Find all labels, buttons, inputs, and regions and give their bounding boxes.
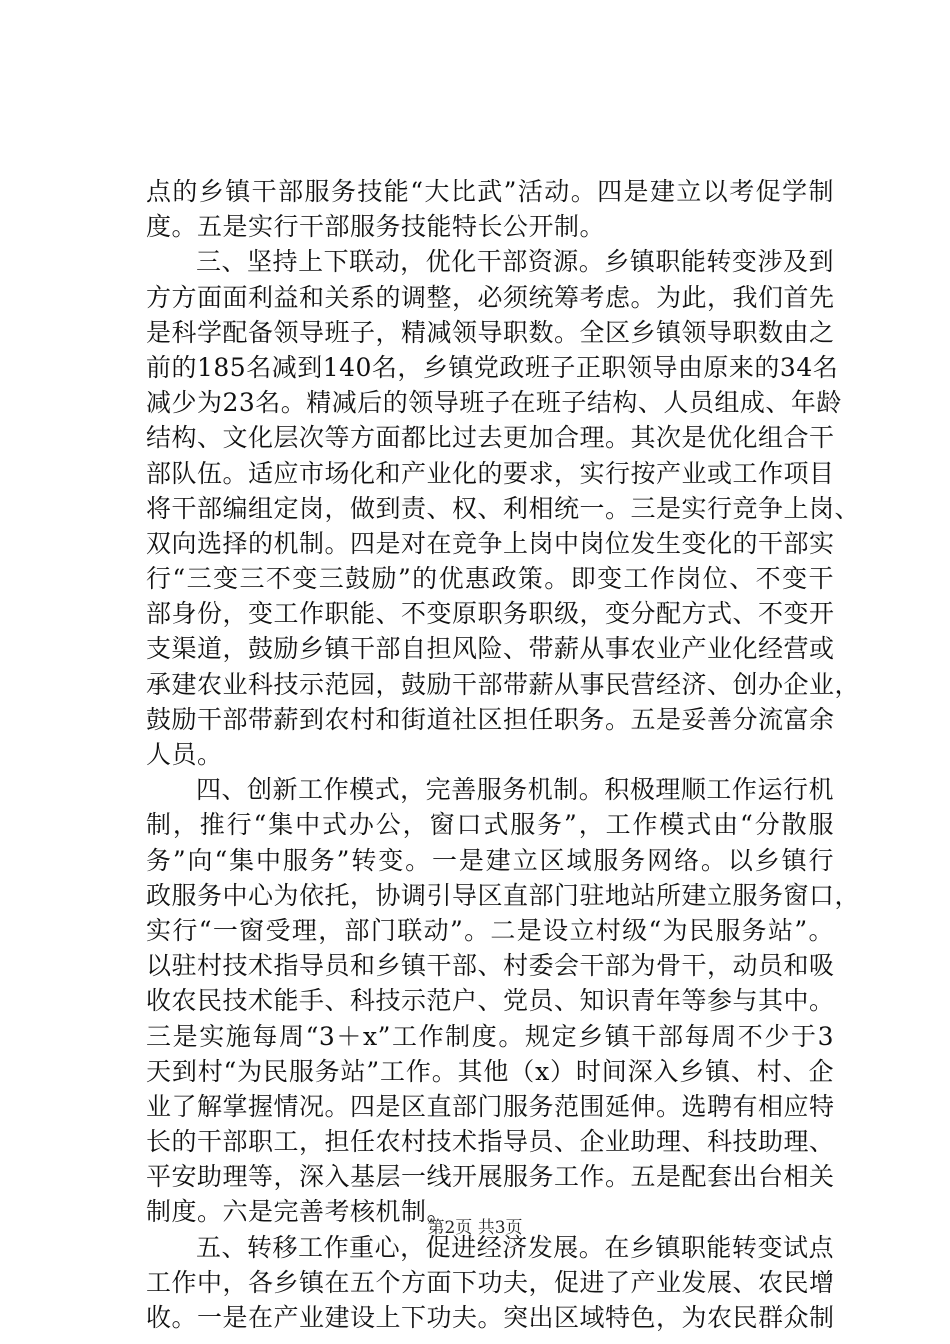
page-number-footer: 第2页 共3页 <box>427 1218 523 1238</box>
text-line: 行“三变三不变三鼓励”的优惠政策。即变工作岗位、不变干 <box>146 564 834 594</box>
text-line: 平安助理等，深入基层一线开展服务工作。五是配套出台相关 <box>146 1162 835 1192</box>
text-line: 业了解掌握情况。四是区直部门服务范围延伸。选聘有相应特 <box>146 1091 835 1121</box>
text-line: 长的干部职工，担任农村技术指导员、企业助理、科技助理、 <box>146 1127 835 1157</box>
text-line: 鼓励干部带薪到农村和街道社区担任职务。五是妥善分流富余 <box>146 704 835 734</box>
section-heading-line: 五、转移工作重心，促进经济发展。在乡镇职能转变试点 <box>196 1232 834 1262</box>
text-line: 将干部编组定岗，做到责、权、利相统一。三是实行竞争上岗、 <box>146 493 861 523</box>
text-line: 工作中，各乡镇在五个方面下功夫，促进了产业发展、农民增 <box>146 1267 835 1297</box>
text-line: 点的乡镇干部服务技能“大比武”活动。四是建立以考促学制 <box>146 177 834 206</box>
text-line: 人员。 <box>146 740 223 769</box>
text-line: 制度。六是完善考核机制。 <box>146 1197 453 1227</box>
section-heading-line: 三、坚持上下联动，优化干部资源。乡镇职能转变涉及到 <box>196 247 834 277</box>
text-line: 支渠道，鼓励乡镇干部自担风险、带薪从事农业产业化经营或 <box>146 634 835 664</box>
text-line: 天到村“为民服务站”工作。其他（x）时间深入乡镇、村、企 <box>146 1056 834 1086</box>
text-line: 三是实施每周“3＋x”工作制度。规定乡镇干部每周不少于3 <box>146 1021 834 1051</box>
text-line: 前的185名减到140名，乡镇党政班子正职领导由原来的34名 <box>146 352 839 382</box>
text-line: 制，推行“集中式办公，窗口式服务”，工作模式由“分散服 <box>146 810 834 840</box>
text-line: 方方面面利益和关系的调整，必须统筹考虑。为此，我们首先 <box>146 282 835 312</box>
text-line: 双向选择的机制。四是对在竞争上岗中岗位发生变化的干部实 <box>146 528 835 558</box>
section-heading-line: 四、创新工作模式，完善服务机制。积极理顺工作运行机 <box>196 775 834 805</box>
text-line: 是科学配备领导班子，精减领导职数。全区乡镇领导职数由之 <box>146 317 835 347</box>
text-line: 务”向“集中服务”转变。一是建立区域服务网络。以乡镇行 <box>146 845 834 875</box>
text-line: 收。一是在产业建设上下功夫。突出区域特色，为农民群众制 <box>146 1303 835 1332</box>
text-line: 减少为23名。精减后的领导班子在班子结构、人员组成、年龄 <box>146 388 842 418</box>
text-line: 部队伍。适应市场化和产业化的要求，实行按产业或工作项目 <box>146 458 835 488</box>
text-line: 度。五是实行干部服务技能特长公开制。 <box>146 212 606 242</box>
text-line: 以驻村技术指导员和乡镇干部、村委会干部为骨干，动员和吸 <box>146 951 835 981</box>
text-line: 实行“一窗受理，部门联动”。二是设立村级“为民服务站”。 <box>146 915 834 945</box>
text-line: 承建农业科技示范园，鼓励干部带薪从事民营经济、创办企业， <box>146 669 861 699</box>
document-body <box>146 174 861 1335</box>
text-line: 结构、文化层次等方面都比过去更加合理。其次是优化组合干 <box>146 423 835 453</box>
text-line: 收农民技术能手、科技示范户、党员、知识青年等参与其中。 <box>146 986 835 1016</box>
text-line: 政服务中心为依托，协调引导区直部门驻地站所建立服务窗口， <box>146 880 861 910</box>
text-line: 部身份，变工作职能、不变原职务职级，变分配方式、不变开 <box>146 599 835 629</box>
